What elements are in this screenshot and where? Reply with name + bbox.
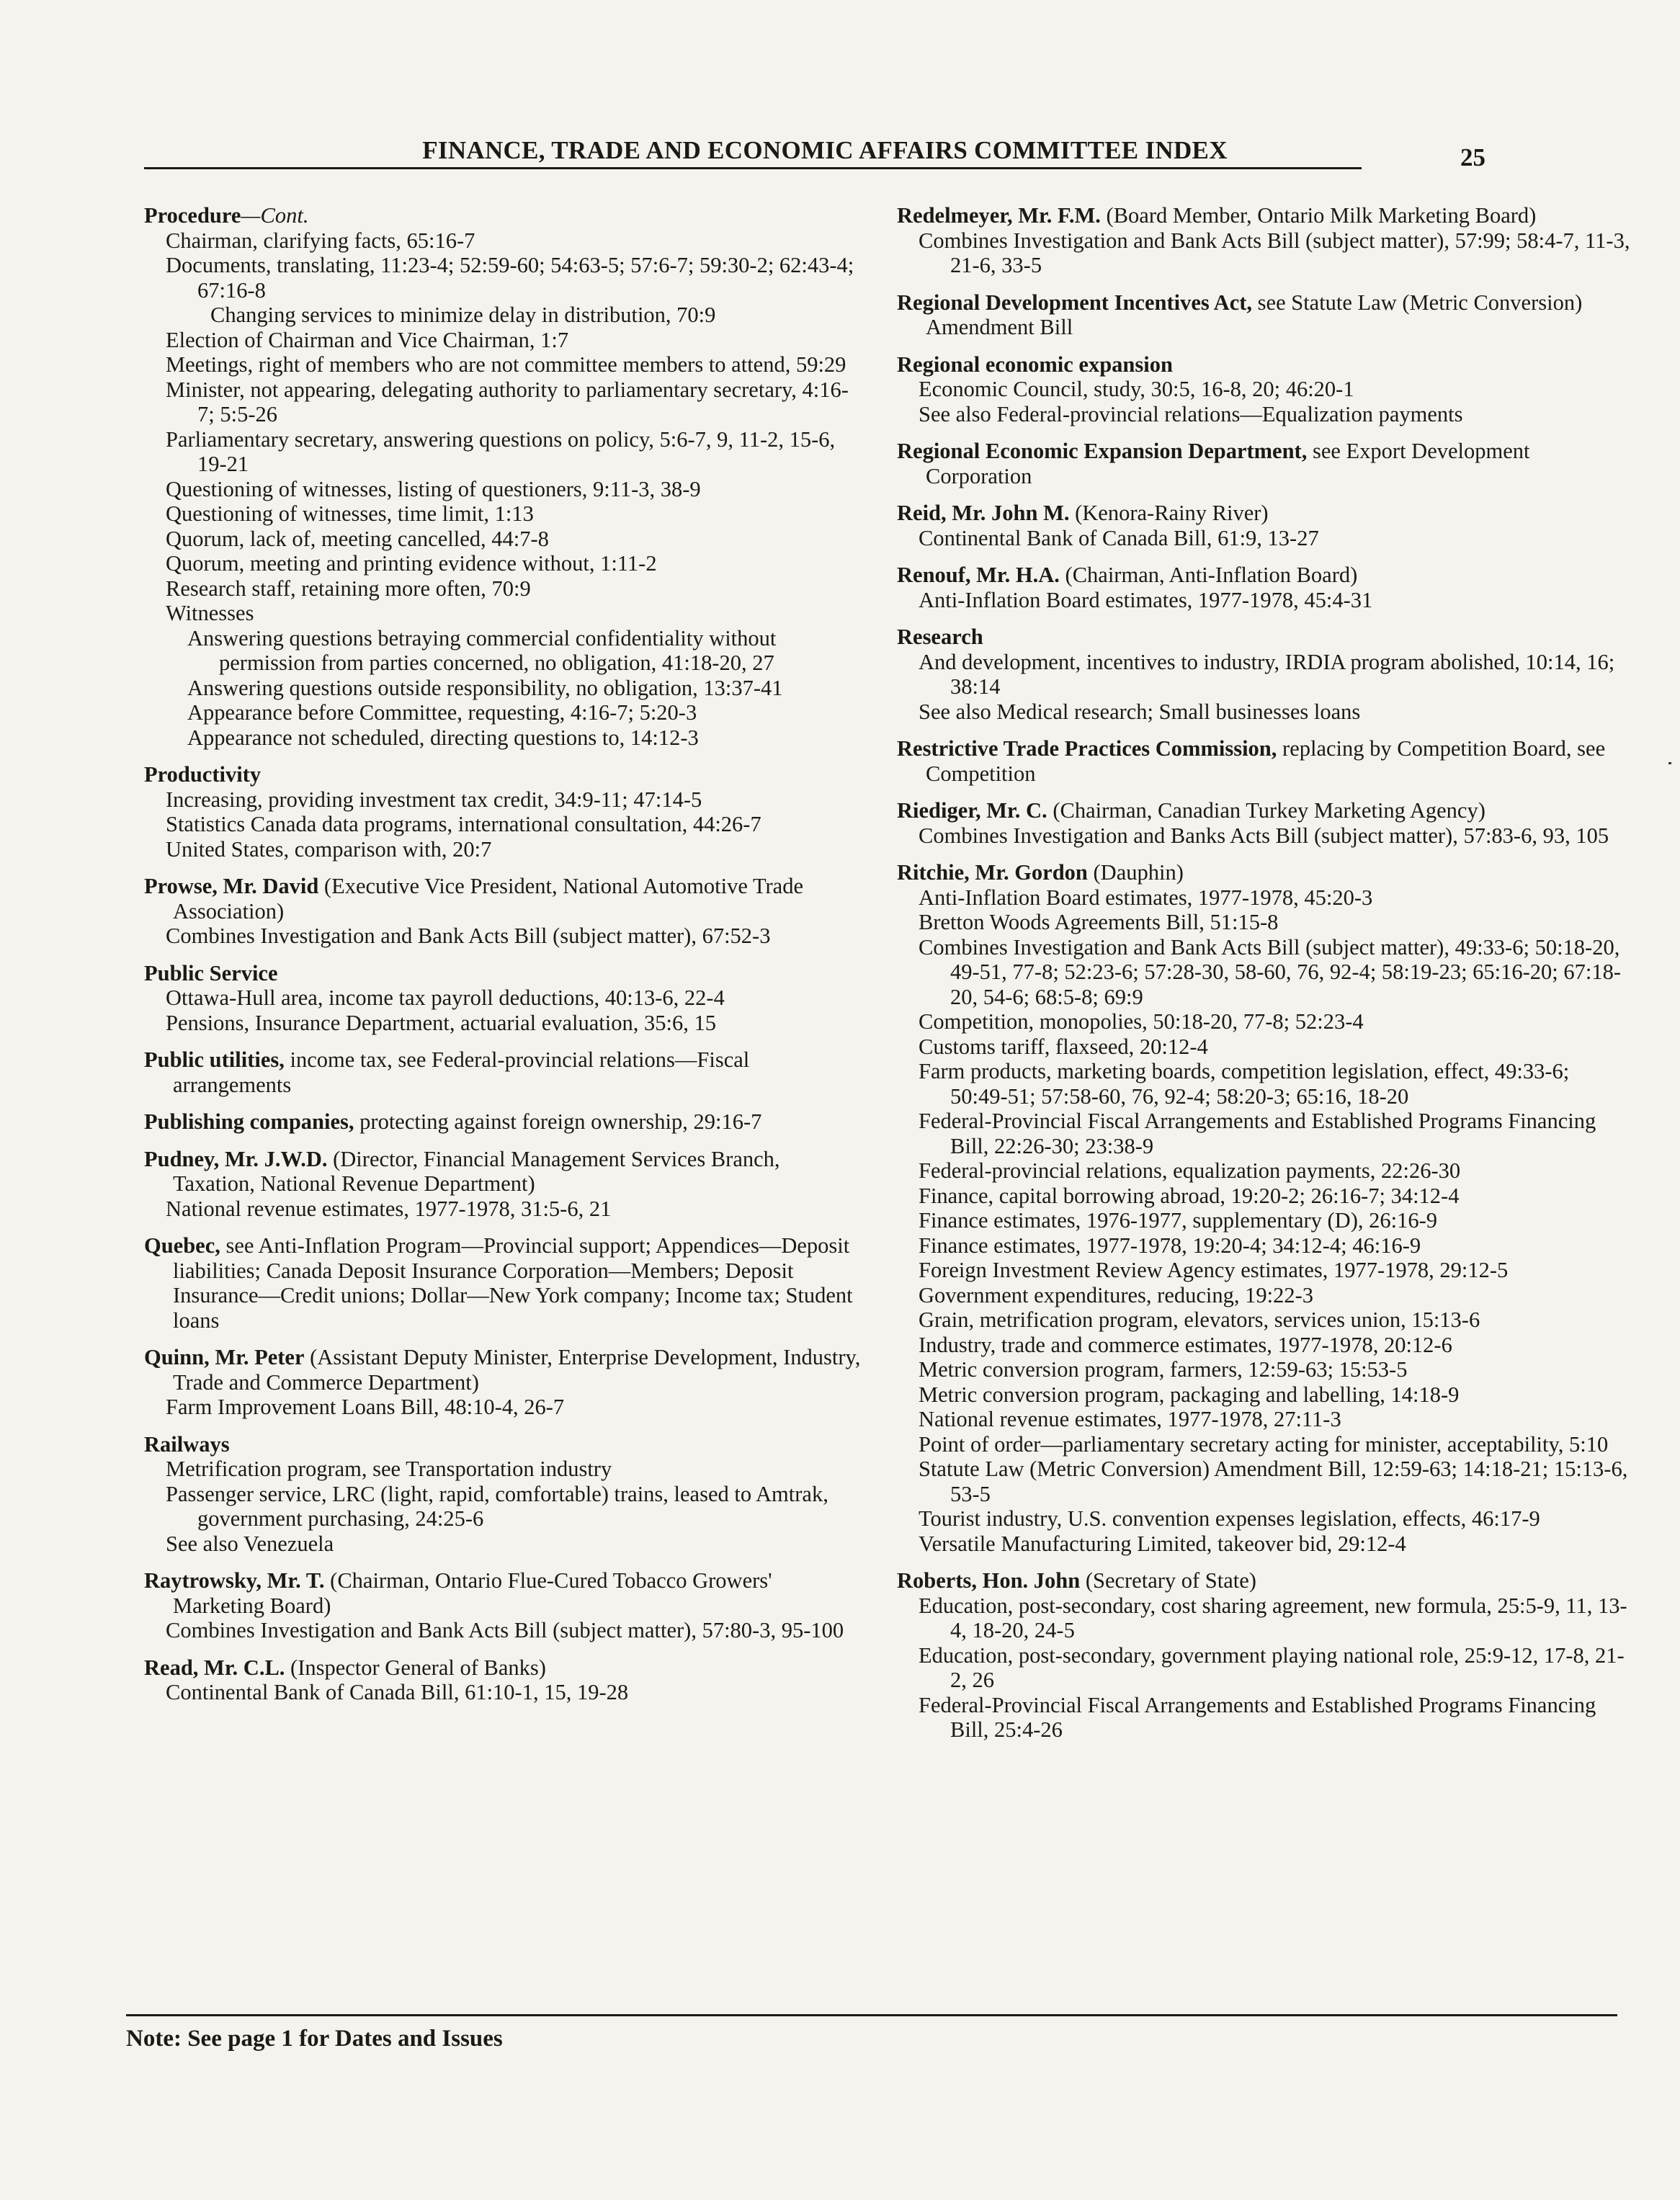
entry-description: (Board Member, Ontario Milk Marketing Board) <box>1100 203 1537 228</box>
entry-heading <box>897 736 1632 786</box>
entry-subentry: Combines Investigation and Banks Acts Bill (subject matter), 57:83-6, 93, 105 <box>919 823 1609 848</box>
entry-name: Reid, Mr. John M. <box>897 501 1070 525</box>
entry-name: Research <box>897 625 983 649</box>
entry-subentry: Versatile Manufacturing Limited, takeover bid, 29:12-4 <box>919 1531 1406 1556</box>
entry-name: Productivity <box>144 762 262 787</box>
entry-heading <box>897 1568 1632 1593</box>
index-entry <box>144 1568 864 1643</box>
index-entry <box>144 1345 864 1420</box>
entry-heading <box>897 501 1632 526</box>
entry-heading <box>144 762 864 787</box>
entry-subentry: Customs tariff, flaxseed, 20:12-4 <box>919 1034 1208 1059</box>
entry-subentry: Finance, capital borrowing abroad, 19:20-2; 26:16-7; 34:12-4 <box>919 1183 1460 1208</box>
entry-name: Ritchie, Mr. Gordon <box>897 860 1088 885</box>
index-entry <box>897 439 1632 488</box>
entry-subentry: Questioning of witnesses, time limit, 1:13 <box>166 501 534 526</box>
entry-description: (Dauphin) <box>1087 860 1184 885</box>
entry-subentry: Ottawa-Hull area, income tax payroll deductions, 40:13-6, 22-4 <box>166 985 725 1010</box>
entry-subentry: Federal-provincial relations, equalization payments, 22:26-30 <box>919 1158 1461 1183</box>
index-entry <box>897 1568 1632 1743</box>
page-title: FINANCE, TRADE AND ECONOMIC AFFAIRS COMMITTEE INDEX <box>422 136 1228 164</box>
entry-description: (Kenora-Rainy River) <box>1069 501 1269 525</box>
entry-subentry: Minister, not appearing, delegating authority to parliamentary secretary, 4:16-7; 5:5-26 <box>166 377 849 426</box>
entry-subentry: See also Venezuela <box>166 1531 334 1556</box>
index-entry <box>144 1432 864 1557</box>
entry-subentry: Tourist industry, U.S. convention expenses legislation, effects, 46:17-9 <box>919 1506 1540 1531</box>
entry-subentry: Point of order—parliamentary secretary acting for minister, acceptability, 5:10 <box>919 1431 1609 1457</box>
index-entry <box>144 1047 864 1097</box>
index-entry <box>144 1109 864 1135</box>
index-entry <box>897 860 1632 1556</box>
entry-subentry: Passenger service, LRC (light, rapid, comfortable) trains, leased to Amtrak, government purchasing, 24:25-6 <box>166 1481 828 1531</box>
entry-subentry: Answering questions betraying commercial confidentiality without permission from parties concerned, no obligation, 41:18-20, 27 <box>187 625 777 675</box>
entry-name: Redelmeyer, Mr. F.M. <box>897 203 1101 228</box>
footer-rule <box>126 2014 1617 2016</box>
entry-subentry: Farm Improvement Loans Bill, 48:10-4, 26-7 <box>166 1395 565 1419</box>
entry-subentry: Questioning of witnesses, listing of questioners, 9:11-3, 38-9 <box>166 476 701 501</box>
entry-name: Pudney, Mr. J.W.D. <box>144 1146 328 1171</box>
entry-subentry: Federal-Provincial Fiscal Arrangements and Established Programs Financing Bill, 25:4-26 <box>919 1692 1596 1742</box>
entry-subentry: See also Medical research; Small businesses loans <box>919 699 1361 724</box>
entry-heading <box>144 1233 864 1333</box>
entry-heading <box>144 1568 864 1618</box>
entry-heading <box>897 203 1632 228</box>
entry-name: Roberts, Hon. John <box>897 1568 1081 1593</box>
entry-heading <box>897 352 1632 377</box>
entry-description: see Export Development Corporation <box>926 439 1530 488</box>
entry-name: Public Service <box>144 960 278 985</box>
index-entry <box>144 762 864 862</box>
entry-subentry: United States, comparison with, 20:7 <box>166 836 492 862</box>
index-entry <box>144 203 864 750</box>
entry-subentry: Anti-Inflation Board estimates, 1977-1978, 45:20-3 <box>919 885 1373 910</box>
entry-subentry: Statute Law (Metric Conversion) Amendment Bill, 12:59-63; 14:18-21; 15:13-6, 53-5 <box>919 1457 1628 1506</box>
entry-subentry: Appearance not scheduled, directing questions to, 14:12-3 <box>187 725 699 750</box>
entry-description: (Executive Vice President, National Automotive Trade Association) <box>173 874 804 924</box>
entry-continued: —Cont. <box>241 203 309 228</box>
entry-subentry: Election of Chairman and Vice Chairman, 1:7 <box>166 327 569 352</box>
entry-subentry: Answering questions outside responsibility, no obligation, 13:37-41 <box>187 675 783 700</box>
entry-subentry: Increasing, providing investment tax credit, 34:9-11; 47:14-5 <box>166 787 702 812</box>
edge-mark <box>1668 762 1671 764</box>
entry-description: replacing by Competition Board, see Competition <box>926 736 1606 786</box>
entry-name: Regional Economic Expansion Department, <box>897 439 1308 463</box>
entry-subentry: Combines Investigation and Bank Acts Bill (subject matter), 57:80-3, 95-100 <box>166 1618 844 1642</box>
page-number: 25 <box>1460 143 1485 171</box>
entry-subentry: Changing services to minimize delay in distribution, 70:9 <box>210 303 716 327</box>
entry-name: Read, Mr. C.L. <box>144 1655 285 1680</box>
entry-heading <box>144 1047 864 1097</box>
entry-subentry: Parliamentary secretary, answering questions on policy, 5:6-7, 9, 11-2, 15-6, 19-21 <box>166 426 836 476</box>
entry-name: Riediger, Mr. C. <box>897 798 1047 823</box>
entry-subentry: Anti-Inflation Board estimates, 1977-1978, 45:4-31 <box>919 587 1373 612</box>
entry-subentry: Metric conversion program, packaging and labelling, 14:18-9 <box>919 1382 1460 1407</box>
index-entry <box>144 1233 864 1333</box>
entry-subentry: Witnesses <box>166 601 254 625</box>
index-entry <box>897 625 1632 724</box>
entry-description: (Assistant Deputy Minister, Enterprise Development, Industry, Trade and Commerce Department) <box>173 1345 861 1395</box>
index-entry <box>897 352 1632 427</box>
entry-name: Prowse, Mr. David <box>144 874 319 898</box>
entry-subentry: Documents, translating, 11:23-4; 52:59-60; 54:63-5; 57:6-7; 59:30-2; 62:43-4; 67:16-8 <box>166 253 854 303</box>
entry-subentry: Bretton Woods Agreements Bill, 51:15-8 <box>919 910 1279 934</box>
entry-name: Quebec, <box>144 1233 220 1258</box>
entry-subentry: Statistics Canada data programs, international consultation, 44:26-7 <box>166 812 761 836</box>
index-entry <box>144 874 864 949</box>
entry-subentry: Finance estimates, 1977-1978, 19:20-4; 34:12-4; 46:16-9 <box>919 1233 1421 1258</box>
entry-heading <box>897 563 1632 588</box>
entry-subentry: Federal-Provincial Fiscal Arrangements and Established Programs Financing Bill, 22:26-30; 23:38-9 <box>919 1109 1596 1158</box>
index-entry <box>897 290 1632 340</box>
entry-subentry: Research staff, retaining more often, 70:9 <box>166 576 531 601</box>
entry-subentry: National revenue estimates, 1977-1978, 31:5-6, 21 <box>166 1196 612 1221</box>
footer-note: Note: See page 1 for Dates and Issues <box>126 2026 503 2052</box>
entry-subentry: Metrification program, see Transportation industry <box>166 1457 612 1481</box>
entry-subentry: Combines Investigation and Bank Acts Bill (subject matter), 57:99; 58:4-7, 11-3, 21-6, 33-5 <box>919 228 1630 277</box>
index-entry <box>144 961 864 1036</box>
entry-subentry: National revenue estimates, 1977-1978, 27:11-3 <box>919 1407 1341 1431</box>
entry-heading <box>897 798 1632 823</box>
entry-subentry: Education, post-secondary, government playing national role, 25:9-12, 17-8, 21-2, 26 <box>919 1642 1625 1692</box>
entry-subentry: Pensions, Insurance Department, actuarial evaluation, 35:6, 15 <box>166 1010 716 1035</box>
entry-subentry: Appearance before Committee, requesting, 4:16-7; 5:20-3 <box>187 700 697 725</box>
entry-subentry: Quorum, lack of, meeting cancelled, 44:7-8 <box>166 526 549 551</box>
entry-subentry: Continental Bank of Canada Bill, 61:9, 13-27 <box>919 525 1319 550</box>
entry-subentry: Finance estimates, 1976-1977, supplementary (D), 26:16-9 <box>919 1208 1437 1233</box>
entry-subentry: Chairman, clarifying facts, 65:16-7 <box>166 228 475 253</box>
entry-description: (Chairman, Ontario Flue-Cured Tobacco Growers' Marketing Board) <box>173 1568 772 1618</box>
index-entry <box>144 1147 864 1222</box>
entry-description: (Inspector General of Banks) <box>285 1655 546 1680</box>
entry-subentry: Combines Investigation and Bank Acts Bill (subject matter), 67:52-3 <box>166 924 771 948</box>
entry-name: Publishing companies, <box>144 1109 354 1134</box>
entry-heading <box>897 860 1632 885</box>
entry-subentry: Combines Investigation and Bank Acts Bill (subject matter), 49:33-6; 50:18-20, 49-51, 77-8; 52:23-6; 57:28-30, 58-60, 76, 92-4; 58:19-23; 65:16-20; 67:18-20, 54-6; 68:5-8; 69:9 <box>919 934 1622 1009</box>
entry-heading <box>144 1109 864 1135</box>
entry-subentry: Quorum, meeting and printing evidence without, 1:11-2 <box>166 551 657 576</box>
index-entry <box>144 1655 864 1705</box>
left-column <box>144 203 864 1717</box>
entry-name: Raytrowsky, Mr. T. <box>144 1568 325 1593</box>
entry-heading <box>144 1655 864 1681</box>
right-column <box>897 203 1632 1755</box>
header-rule <box>144 167 1362 169</box>
entry-description: (Director, Financial Management Services Branch, Taxation, National Revenue Department) <box>173 1146 780 1196</box>
entry-description: see Anti-Inflation Program—Provincial support; Appendices—Deposit liabilities; Canada Deposit Insurance Corporation—Members; Deposit Insurance—Credit unions; Dollar—New York company; Income tax; Student loans <box>173 1233 853 1333</box>
entry-subentry: Farm products, marketing boards, competition legislation, effect, 49:33-6; 50:49-51; 57:58-60, 76, 92-4; 58:20-3; 65:16, 18-20 <box>919 1059 1570 1109</box>
entry-description: (Chairman, Anti-Inflation Board) <box>1059 563 1358 587</box>
entry-name: Procedure <box>144 203 241 228</box>
entry-subentry: Grain, metrification program, elevators, services union, 15:13-6 <box>919 1307 1480 1332</box>
entry-description: (Secretary of State) <box>1080 1568 1256 1593</box>
entry-heading <box>144 1147 864 1197</box>
entry-heading <box>144 203 864 228</box>
index-entry <box>897 501 1632 550</box>
entry-subentry: Economic Council, study, 30:5, 16-8, 20; 46:20-1 <box>919 377 1354 401</box>
entry-name: Regional economic expansion <box>897 352 1173 377</box>
entry-heading <box>897 625 1632 650</box>
entry-name: Railways <box>144 1431 230 1457</box>
entry-heading <box>897 439 1632 488</box>
entry-heading <box>897 290 1632 340</box>
entry-subentry: And development, incentives to industry, IRDIA program abolished, 10:14, 16; 38:14 <box>919 649 1615 699</box>
entry-heading <box>144 1345 864 1395</box>
entry-heading <box>144 874 864 924</box>
entry-name: Renouf, Mr. H.A. <box>897 563 1060 587</box>
entry-name: Restrictive Trade Practices Commission, <box>897 736 1277 761</box>
page-header <box>144 126 1506 169</box>
index-entry <box>897 798 1632 848</box>
entry-subentry: Foreign Investment Review Agency estimates, 1977-1978, 29:12-5 <box>919 1258 1509 1282</box>
entry-subentry: Education, post-secondary, cost sharing agreement, new formula, 25:5-9, 11, 13-4, 18-20, 24-5 <box>919 1593 1627 1642</box>
entry-subentry: Continental Bank of Canada Bill, 61:10-1, 15, 19-28 <box>166 1680 629 1704</box>
index-entry <box>897 736 1632 786</box>
entry-heading <box>144 961 864 986</box>
entry-subentry: See also Federal-provincial relations—Equalization payments <box>919 401 1463 426</box>
entry-name: Quinn, Mr. Peter <box>144 1345 305 1369</box>
index-entry <box>897 563 1632 612</box>
entry-subentry: Government expenditures, reducing, 19:22-3 <box>919 1282 1314 1307</box>
index-entry <box>897 203 1632 278</box>
entry-subentry: Meetings, right of members who are not committee members to attend, 59:29 <box>166 352 846 377</box>
entry-subentry: Metric conversion program, farmers, 12:59-63; 15:53-5 <box>919 1357 1408 1382</box>
entry-subentry: Industry, trade and commerce estimates, 1977-1978, 20:12-6 <box>919 1332 1452 1357</box>
entry-description: income tax, see Federal-provincial relations—Fiscal arrangements <box>173 1047 750 1097</box>
entry-subentry: Competition, monopolies, 50:18-20, 77-8; 52:23-4 <box>919 1009 1364 1034</box>
entry-name: Regional Development Incentives Act, <box>897 290 1253 315</box>
entry-description: (Chairman, Canadian Turkey Marketing Agency) <box>1047 798 1485 823</box>
entry-description: see Statute Law (Metric Conversion) Amendment Bill <box>926 290 1583 339</box>
entry-heading <box>144 1432 864 1457</box>
entry-description: protecting against foreign ownership, 29:16-7 <box>354 1109 762 1134</box>
entry-name: Public utilities, <box>144 1047 285 1072</box>
